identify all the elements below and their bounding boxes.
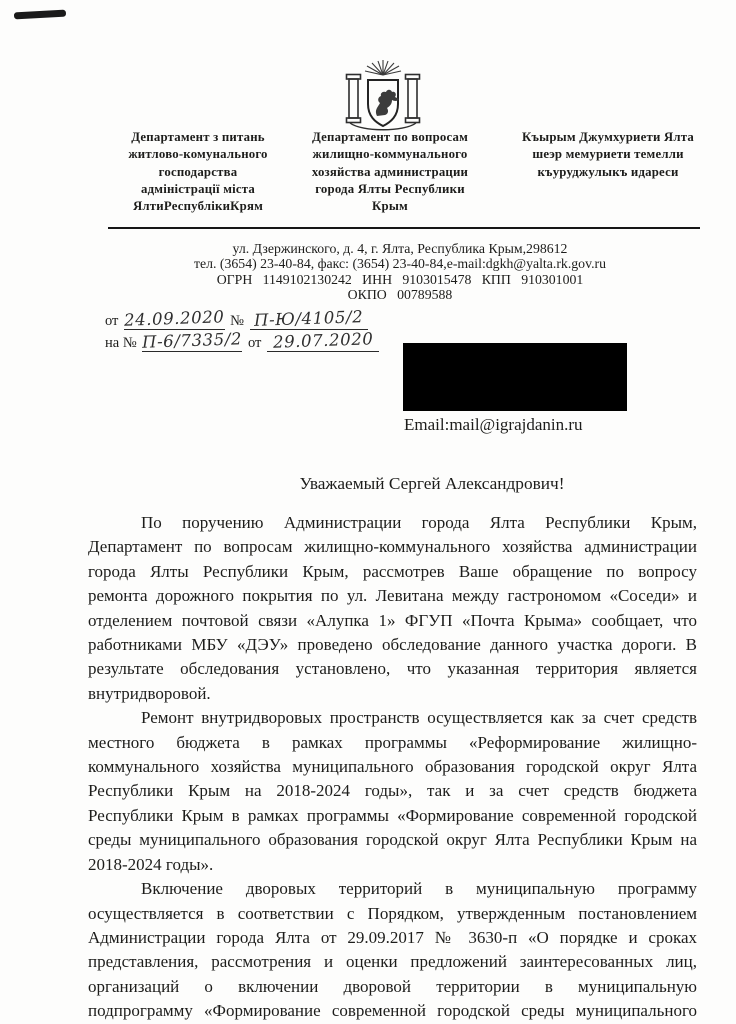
paragraph — [88, 706, 697, 877]
letterhead-column-ukrainian — [98, 129, 298, 215]
letterhead-line: города Ялты Республики — [315, 181, 465, 196]
letterhead-line: жилищно-коммунального — [312, 147, 468, 162]
text-line: организаций о включении дворовой территории в муниципальную — [88, 976, 697, 996]
paragraph — [88, 511, 697, 706]
incoming-date-field — [267, 331, 379, 352]
incoming-number-field — [142, 331, 242, 352]
outgoing-number-field — [250, 309, 368, 330]
text-line: местного бюджета в рамках программы «Реформирование жилищно- — [88, 732, 697, 752]
paragraph — [88, 877, 697, 1023]
text-line: По поручению Администрации города Ялта Республики Крым, — [141, 513, 697, 532]
contact-okpo: ОКПО 00789588 — [347, 287, 453, 303]
letterhead-line: хозяйства администрации — [311, 164, 469, 179]
text-line: подпрограмму «Формирование современной городской среды муниципального — [88, 1001, 697, 1021]
text-line: Администрации города Ялта от 29.09.2017 № 3630-п «О порядке и сроках — [88, 927, 697, 947]
outgoing-number-handwritten: П-Ю/4105/2 — [253, 307, 364, 330]
salutation: Уважаемый Сергей Александрович! — [299, 474, 565, 493]
letterhead-line: ЯлтиРеспублікиКрям — [132, 199, 264, 214]
incoming-date-label: от — [247, 335, 262, 351]
recipient-email: Email:mail@igrajdanin.ru — [404, 415, 583, 434]
incoming-number-label: на № — [105, 335, 137, 351]
outgoing-reference-row — [105, 309, 405, 331]
letter-body — [88, 511, 697, 1024]
contact-phone-fax-email: тел. (3654) 23-40-84, факс: (3654) 23-40-84,e-mail:dgkh@yalta.rk.gov.ru — [193, 256, 607, 272]
letterhead-line: Департамент з питань — [131, 130, 265, 144]
text-line: коммунального хозяйства муниципального образования городской округ Ялта — [88, 757, 697, 777]
text-line: внутридворовой. — [88, 683, 211, 703]
text-line: отделением почтовой связи «Алупка 1» ФГУП «Почта Крыма» сообщает, что — [88, 610, 697, 630]
letterhead-line: житлово-комунального — [128, 147, 268, 162]
letterhead-divider-rule — [108, 227, 700, 229]
redaction-box — [403, 343, 627, 411]
text-line: осуществляется в соответствии с Порядком, утвержденным постановлением — [88, 903, 697, 923]
text-line: среды муниципального образования городской округ Ялта Республики Крым на — [88, 830, 697, 850]
contact-address: ул. Дзержинского, д. 4, г. Ялта, Республика Крым,298612 — [232, 241, 568, 256]
text-line: ремонта дорожного покрытия по ул. Левитана между гастрономом «Соседи» и — [88, 586, 697, 606]
text-line: Включение дворовых территорий в муниципальную программу — [141, 879, 697, 899]
incoming-number-handwritten: П-6/7335/2 — [141, 329, 243, 352]
letterhead-line: къуруджулыкъ идареси — [537, 164, 679, 179]
letterhead-line: Къырым Джумхуриети Ялта — [522, 130, 694, 144]
incoming-date-handwritten: 29.07.2020 — [272, 329, 374, 352]
outgoing-date-handwritten: 24.09.2020 — [123, 307, 225, 330]
outgoing-number-sign: № — [230, 313, 244, 329]
contact-block — [100, 241, 700, 303]
scan-artifact-mark — [14, 10, 66, 20]
incoming-reference-row — [105, 331, 405, 353]
text-line: представления, рассмотрения и оценки предложений заинтересованных лиц, — [88, 952, 697, 972]
text-line: Республики Крым на 2018-2024 годы», так и за счет средств бюджета — [88, 781, 697, 801]
reference-block — [105, 309, 405, 353]
letterhead-column-crimean-tatar — [486, 129, 730, 181]
letterhead-line: Департамент по вопросам — [311, 130, 469, 144]
text-line: Республики Крым в рамках программы «Формирование современной городской — [88, 805, 697, 825]
outgoing-date-label: от — [105, 313, 119, 329]
crimea-emblem-icon — [341, 60, 425, 138]
letterhead-line: Крым — [372, 199, 408, 214]
letterhead-line: господарства — [158, 164, 238, 179]
text-line: Департамент по вопросам жилищно-коммунального хозяйства администрации — [88, 537, 697, 557]
text-line: города Ялты Республики Крым, рассмотрев Ваше обращение по вопросу — [88, 561, 697, 581]
outgoing-date-field — [124, 309, 224, 330]
text-line: результате обследования установлено, что указанная территория является — [88, 659, 697, 679]
letterhead-line: шеэр мемуриети темелли — [532, 147, 684, 162]
text-line: Ремонт внутридворовых пространств осуществляется как за счет средств — [141, 708, 697, 728]
contact-registration-numbers: ОГРН 1149102130242 ИНН 9103015478 КПП 910301001 — [216, 271, 584, 287]
text-line: 2018-2024 годы». — [88, 854, 214, 874]
text-line: работниками МБУ «ДЭУ» проведено обследование данного участка дороги. В — [88, 635, 697, 655]
letterhead-line: адміністрації міста — [141, 181, 255, 196]
letterhead-column-russian — [300, 129, 480, 215]
